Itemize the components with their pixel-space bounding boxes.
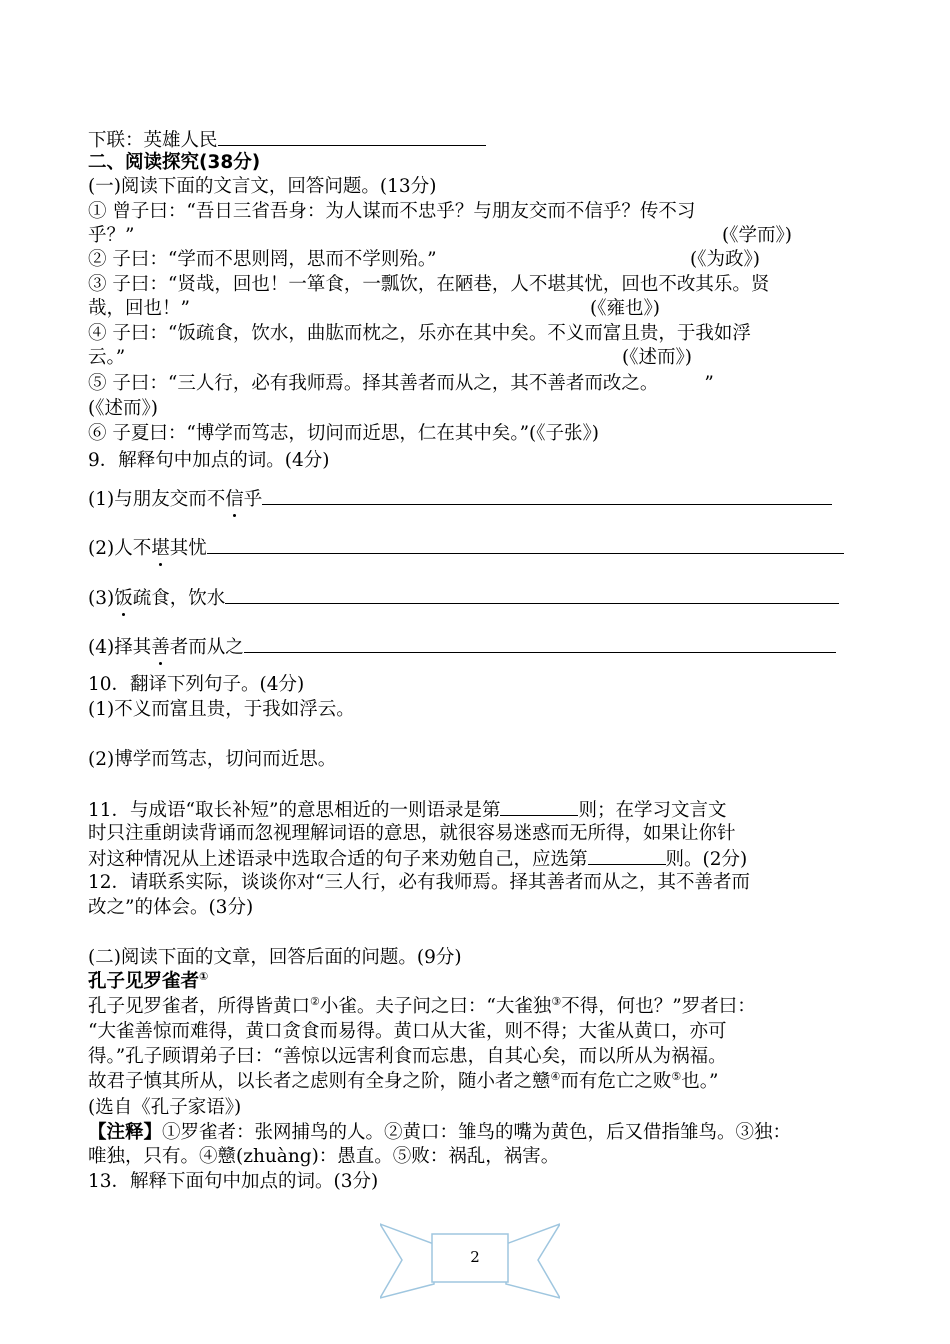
- page-number: 2: [470, 1248, 480, 1266]
- quote-4: ④ 子曰：“饭疏食，饮水，曲肱而枕之，乐亦在其中矣。不义而富且贵，于我如浮: [88, 323, 751, 344]
- answer-blank[interactable]: [207, 535, 844, 554]
- quote-6: ⑥ 子夏曰：“博学而笃志，切问而近思，仁在其中矣。”(《子张》): [88, 423, 599, 444]
- q11-line-3: 对这种情况从上述语录中选取合适的句子来劝勉自己，应选第 则。(2分): [88, 846, 747, 872]
- quote-1-source: (《学而》): [722, 225, 792, 246]
- article-line-1: 孔子见罗雀者，所得皆黄口②小雀。夫子问之曰：“大雀独③不得，何也？”罗者曰：: [88, 994, 756, 1017]
- quote-3-source: (《雍也》): [590, 298, 660, 319]
- quote-5: ⑤ 子曰：“三人行，必有我师焉。择其善者而从之，其不善者而改之。 ”: [88, 373, 714, 394]
- answer-blank[interactable]: [218, 127, 486, 146]
- q12-line-1: 12．请联系实际，谈谈你对“三人行，必有我师焉。择其善者而从之，其不善者而: [88, 872, 751, 893]
- quote-4-cont: 云。”: [88, 347, 126, 368]
- part1-intro: (一)阅读下面的文言文，回答问题。(13分): [88, 176, 437, 197]
- quote-2: ② 子曰：“学而不思则罔，思而不学则殆。”: [88, 249, 437, 270]
- q9-item-1: (1)与朋友交而不信乎: [88, 486, 832, 512]
- q9-item-3: (3)饭疏食，饮水: [88, 585, 839, 611]
- notes-line-2: 唯独，只有。④戆(zhuàng)：愚直。⑤败：祸乱，祸害。: [88, 1146, 560, 1167]
- q11-line-2: 时只注重朗读背诵而忽视理解词语的意思，就很容易迷惑而无所得，如果让你针: [88, 823, 736, 844]
- quote-2-source: (《为政》): [690, 249, 760, 270]
- q9-item-2: (2)人不堪其忧: [88, 535, 844, 561]
- quote-3: ③ 子曰：“贤哉，回也！一箪食，一瓢饮，在陋巷，人不堪其忧，回也不改其乐。贤: [88, 274, 770, 295]
- emphasis-dot-char: 信: [225, 489, 244, 510]
- q13-title: 13．解释下面句中加点的词。(3分): [88, 1171, 379, 1192]
- quote-3-cont: 哉，回也！”: [88, 298, 190, 319]
- q10-sentence-2: (2)博学而笃志，切问而近思。: [88, 749, 337, 770]
- quote-4-source: (《述而》): [622, 347, 692, 368]
- emphasis-dot-char: 堪: [151, 538, 170, 559]
- article-title: 孔子见罗雀者①: [88, 969, 209, 992]
- answer-blank[interactable]: [500, 797, 578, 816]
- quote-5-source: (《述而》): [88, 398, 158, 419]
- emphasis-dot-char: 饭: [114, 588, 133, 609]
- article-line-3: 得。”孔子顾谓弟子曰：“善惊以远害利食而忘患，自其心矣，而以所从为祸福。: [88, 1046, 727, 1067]
- q9-item-4: (4)择其善者而从之: [88, 634, 836, 660]
- answer-blank[interactable]: [588, 846, 666, 865]
- q9-title: 9．解释句中加点的词。(4分): [88, 450, 330, 471]
- quote-1-cont: 乎？”: [88, 225, 135, 246]
- quote-1: ① 曾子曰：“吾日三省吾身：为人谋而不忠乎？与朋友交而不信乎？传不习: [88, 201, 696, 222]
- emphasis-dot-char: 善: [151, 637, 170, 658]
- q11-line-1: 11．与成语“取长补短”的意思相近的一则语录是第 则；在学习文言文: [88, 797, 726, 823]
- couplet-line: 下联：英雄人民: [88, 127, 486, 153]
- article-source: (选自《孔子家语》): [88, 1097, 242, 1118]
- section-title: 二、阅读探究(38分): [88, 152, 261, 173]
- answer-blank[interactable]: [244, 634, 836, 653]
- answer-blank[interactable]: [262, 486, 832, 505]
- notes-line-1: 【注释】①罗雀者：张网捕鸟的人。②黄口：雏鸟的嘴为黄色，后又借指雏鸟。③独：: [88, 1122, 792, 1143]
- answer-blank[interactable]: [225, 585, 839, 604]
- article-line-2: “大雀善惊而难得，黄口贪食而易得。黄口从大雀，则不得；大雀从黄口，亦可: [88, 1021, 727, 1042]
- q10-title: 10．翻译下列句子。(4分): [88, 674, 305, 695]
- q10-sentence-1: (1)不义而富且贵，于我如浮云。: [88, 699, 355, 720]
- q12-line-2: 改之”的体会。(3分): [88, 897, 254, 918]
- part2-intro: (二)阅读下面的文章，回答后面的问题。(9分): [88, 947, 462, 968]
- article-line-4: 故君子慎其所从，以长者之虑则有全身之阶，随小者之戆④而有危亡之败⑤也。”: [88, 1069, 719, 1092]
